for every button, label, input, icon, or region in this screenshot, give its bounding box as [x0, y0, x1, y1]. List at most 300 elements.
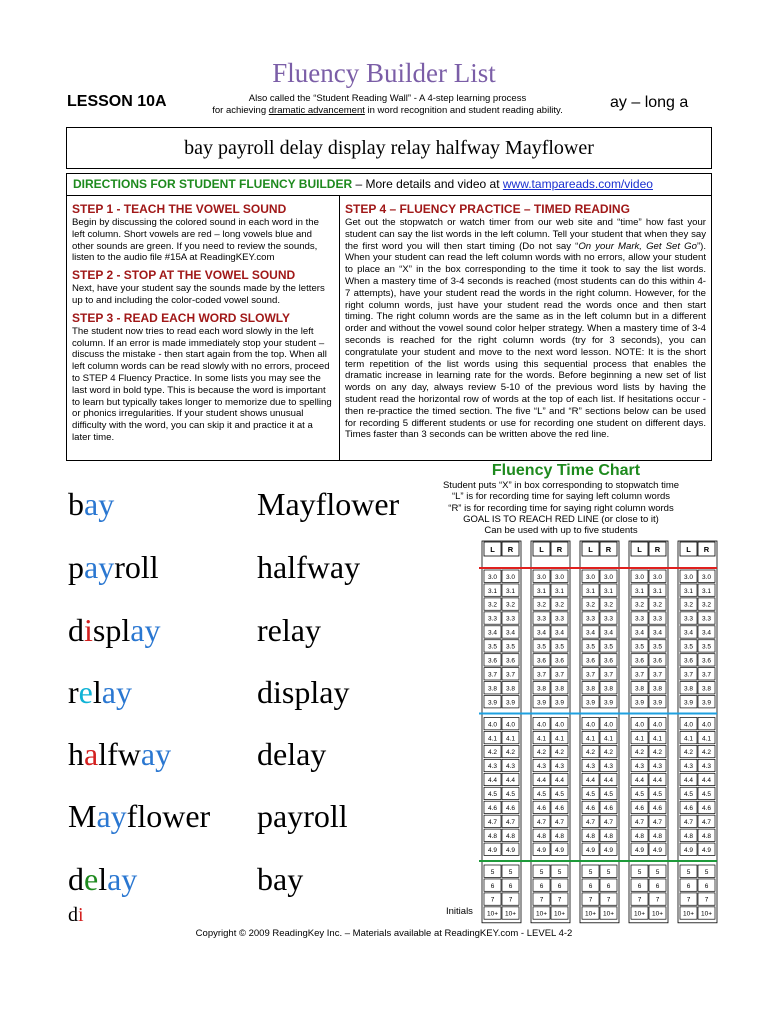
time-label: 4.9	[585, 846, 596, 854]
time-label: 4.6	[603, 805, 614, 812]
time-label: 10+	[535, 910, 548, 918]
left-word	[68, 736, 171, 772]
word-part: roll	[114, 549, 159, 585]
time-label: 3.3	[652, 615, 663, 623]
step1-title: STEP 1 - TEACH THE VOWEL SOUND	[72, 202, 287, 216]
time-label: 4.5	[683, 791, 694, 799]
time-label: 4.7	[554, 818, 565, 826]
time-label: 7	[704, 896, 709, 904]
vowel-sound: e	[84, 861, 99, 897]
time-label: 4.6	[487, 805, 498, 812]
time-label: 3.2	[701, 601, 712, 609]
time-label: 3.6	[683, 657, 694, 665]
time-label: 7	[557, 896, 562, 904]
time-label: 3.0	[634, 573, 645, 581]
time-label: 3.4	[701, 629, 712, 637]
word-part: r	[68, 674, 79, 710]
tagline-line-2	[195, 105, 580, 117]
time-label: 4.5	[585, 791, 596, 799]
step1-body: Begin by discussing the colored sound in each word in the left column. Short vowels are red – long vowels blue and other sounds are green. If you need to review the sounds, listen to the audio file #15A at ReadingKEY.com	[72, 217, 319, 264]
step4-body-b: ”). When your student can read the left column words with no errors, allow your student to place an “X” in the box corresponding to the time it took to say the list words. When a mastery time of 3-4 seconds is reached (most students can do this within 4-7 attempts), have your student read the words in the right column. However, for the right column words, just have your student read the words once and then start timing. The right column words are the same as in the left column but in a different order and without the vowel sound color helper strategy. When a mastery time of 3-4 seconds is reached for the right column words (try for 3 seconds), you can congratulate your student and move to the next word lesson. NOTE: It is the short term repetition of the list words using this sequential process that enables the dramatic increase in learning rate for the words. Before beginning a new set of list words on any day, always review 5-10 of the previous word lists by having the student read the horizontal row of words at the top of each list. If hesitations occur - then re-practice the timed section. The five “L” and “R” sections below can be used for recording 5 different students or use for recording one student on different days. Times faster than 3 seconds can be written above the red line.	[345, 240, 706, 441]
time-label: 4.3	[652, 763, 663, 771]
lesson-label: LESSON 10A	[67, 93, 167, 110]
time-label: 3.0	[585, 573, 596, 581]
left-word	[68, 612, 160, 648]
time-label: 4.8	[603, 832, 614, 840]
step2-title: STEP 2 - STOP AT THE VOWEL SOUND	[72, 268, 296, 283]
time-label: 4.3	[536, 763, 547, 771]
copyright: Copyright © 2009 ReadingKey Inc. – Materials available at ReadingKEY.com - LEVEL 4-2	[195, 928, 573, 939]
time-label: 3.4	[634, 629, 645, 637]
word-part: M	[68, 798, 97, 834]
time-label: 3.7	[701, 671, 712, 679]
time-label: 4.8	[487, 832, 498, 840]
vowel-sound: ay	[84, 486, 115, 522]
time-label: 4.9	[683, 846, 694, 854]
time-label: 7	[490, 896, 495, 904]
time-label: 3.0	[536, 573, 547, 581]
time-label: 3.3	[683, 615, 694, 623]
time-label: 3.5	[603, 643, 614, 651]
chart-col-label: L	[490, 545, 495, 554]
time-label: 3.4	[554, 629, 565, 637]
time-label: 3.0	[683, 573, 694, 581]
time-label: 3.2	[536, 601, 547, 609]
time-label: 4.8	[701, 832, 712, 840]
initials-label: Initials	[446, 906, 473, 917]
time-label: 4.7	[652, 818, 663, 826]
time-label: 4.2	[652, 749, 663, 757]
vowel-sound-label: ay – long a	[610, 94, 689, 111]
tagline-text: for achieving	[212, 105, 269, 116]
time-label: 4.6	[701, 805, 712, 812]
word-part: spl	[92, 612, 131, 648]
time-label: 6	[539, 882, 544, 890]
fragment-d: d	[68, 904, 78, 926]
time-label: 7	[606, 896, 611, 904]
time-label: 4.1	[652, 735, 663, 743]
time-label: 10+	[504, 910, 517, 918]
time-label: 3.1	[701, 587, 712, 595]
time-label: 3.1	[505, 587, 516, 595]
chart-col-label: R	[605, 545, 612, 554]
time-label: 3.6	[603, 657, 614, 665]
footer-fragment	[68, 904, 84, 927]
time-label: 3.9	[505, 699, 516, 707]
time-label: 4.7	[505, 818, 516, 826]
time-label: 4.6	[554, 805, 565, 812]
word-part: lfw	[98, 736, 141, 772]
time-label: 4.4	[505, 777, 516, 785]
time-label: 4.3	[585, 763, 596, 771]
chart-col-label: L	[686, 545, 691, 554]
time-label: 4.8	[652, 832, 663, 840]
time-label: 6	[508, 882, 513, 890]
time-label: 3.7	[536, 671, 547, 679]
time-label: 3.8	[634, 685, 645, 693]
time-label: 4.0	[603, 721, 614, 729]
time-label: 4.6	[536, 805, 547, 812]
time-label: 3.8	[536, 685, 547, 693]
time-label: 3.2	[585, 601, 596, 609]
time-label: 3.7	[652, 671, 663, 679]
time-label: 3.8	[652, 685, 663, 693]
left-word	[68, 798, 210, 834]
time-label: 3.9	[554, 699, 565, 707]
time-label: 3.8	[701, 685, 712, 693]
time-label: 4.8	[554, 832, 565, 840]
time-label: 3.8	[683, 685, 694, 693]
tagline	[195, 93, 580, 117]
step4-body-a: Get out the stopwatch or watch timer from our web site and “time” how fast your student can say the list words in the left column. Tell your student that when they say the first word you will then start timing (Do not say “	[345, 217, 706, 252]
step3-body: The student now tries to read each word slowly in the left column. If an error is made immediately stop your student – discuss the mistake - then start again from the top. When all left column words can be read slowly with no errors, proceed to STEP 4 Fluency Practice. In some lists you may see the last word in bold type. This is because the word is important to learn but typically takes longer to memorize due to spelling or phonics irregularities. If your student shows unusual difficulty with the word, you can skip it and practice it at a later time.	[72, 325, 332, 443]
time-label: 4.3	[701, 763, 712, 771]
time-label: 4.6	[585, 805, 596, 812]
time-label: 5	[588, 868, 593, 876]
fragment-i: i	[78, 904, 84, 926]
time-label: 4.7	[585, 818, 596, 826]
time-label: 4.7	[701, 818, 712, 826]
time-label: 6	[557, 882, 562, 890]
time-label: 5	[508, 868, 513, 876]
time-label: 3.5	[585, 643, 596, 651]
time-label: 5	[490, 868, 495, 876]
time-label: 4.4	[554, 777, 565, 785]
time-label: 4.5	[487, 791, 498, 799]
time-label: 3.8	[603, 685, 614, 693]
time-label: 3.3	[585, 615, 596, 623]
time-label: 4.9	[652, 846, 663, 854]
time-label: 5	[557, 868, 562, 876]
chart-note: Student puts “X” in box corresponding to stopwatch time	[442, 480, 680, 491]
time-label: 3.7	[603, 671, 614, 679]
time-label: 10+	[602, 910, 615, 918]
time-label: 6	[606, 882, 611, 890]
vowel-sound: ay	[84, 549, 115, 585]
time-label: 4.1	[505, 735, 516, 743]
time-label: 3.1	[634, 587, 645, 595]
time-label: 4.2	[603, 749, 614, 757]
time-label: 4.2	[683, 749, 694, 757]
time-label: 3.4	[487, 629, 498, 637]
chart-col-label: L	[637, 545, 642, 554]
time-label: 10+	[553, 910, 566, 918]
step4-body	[345, 217, 706, 441]
right-word: delay	[257, 736, 327, 772]
time-label: 4.0	[701, 721, 712, 729]
vowel-sound: a	[84, 736, 99, 772]
left-word	[68, 549, 159, 585]
time-label: 5	[704, 868, 709, 876]
time-label: 4.2	[701, 749, 712, 757]
time-label: 4.5	[634, 791, 645, 799]
word-part: h	[68, 736, 84, 772]
time-label: 4.5	[536, 791, 547, 799]
time-label: 4.3	[487, 763, 498, 771]
time-label: 3.2	[554, 601, 565, 609]
time-label: 4.1	[701, 735, 712, 743]
time-label: 3.9	[701, 699, 712, 707]
chart-col-label: L	[539, 545, 544, 554]
time-label: 3.6	[536, 657, 547, 665]
right-word: halfway	[257, 549, 361, 585]
tagline-text-end: in word recognition and student reading ability.	[364, 105, 563, 116]
time-label: 6	[686, 882, 691, 890]
time-label: 3.9	[487, 699, 498, 707]
step4-body-italic: On your Mark, Get Set Go	[578, 240, 697, 252]
time-label: 3.2	[505, 601, 516, 609]
word-part: d	[68, 612, 84, 648]
step4-title: STEP 4 – FLUENCY PRACTICE – TIMED READING	[345, 202, 630, 216]
time-label: 4.0	[634, 721, 645, 729]
time-label: 4.2	[634, 749, 645, 757]
time-label: 3.2	[683, 601, 694, 609]
time-label: 4.3	[603, 763, 614, 771]
time-label: 3.0	[652, 573, 663, 581]
time-label: 4.4	[536, 777, 547, 785]
right-word: relay	[257, 612, 321, 648]
time-label: 6	[490, 882, 495, 890]
vowel-sound: e	[78, 674, 93, 710]
time-label: 4.9	[505, 846, 516, 854]
time-label: 4.6	[505, 805, 516, 812]
time-label: 3.5	[652, 643, 663, 651]
time-label: 3.5	[634, 643, 645, 651]
left-word	[68, 486, 114, 522]
time-label: 7	[686, 896, 691, 904]
time-label: 3.6	[585, 657, 596, 665]
time-label: 7	[539, 896, 544, 904]
time-label: 3.5	[701, 643, 712, 651]
time-label: 4.4	[683, 777, 694, 785]
time-label: 4.8	[585, 832, 596, 840]
directions-right-column	[340, 196, 711, 460]
time-label: 3.4	[683, 629, 694, 637]
chart-col-label: R	[654, 545, 661, 554]
word-part: b	[68, 486, 84, 522]
time-label: 3.9	[585, 699, 596, 707]
time-label: 4.9	[603, 846, 614, 854]
time-label: 4.7	[536, 818, 547, 826]
time-label: 4.2	[585, 749, 596, 757]
time-label: 3.7	[487, 671, 498, 679]
time-label: 4.0	[505, 721, 516, 729]
chart-col-label: L	[588, 545, 593, 554]
time-label: 4.4	[634, 777, 645, 785]
time-label: 3.1	[487, 587, 498, 595]
time-label: 4.9	[634, 846, 645, 854]
time-label: 3.3	[701, 615, 712, 623]
time-label: 4.6	[652, 805, 663, 812]
time-label: 4.0	[585, 721, 596, 729]
time-label: 3.4	[652, 629, 663, 637]
time-label: 3.7	[554, 671, 565, 679]
time-label: 3.5	[683, 643, 694, 651]
time-label: 3.1	[603, 587, 614, 595]
time-label: 3.3	[634, 615, 645, 623]
time-label: 3.7	[634, 671, 645, 679]
word-part: l	[92, 674, 102, 710]
video-link[interactable]: www.tampareads.com/video	[502, 177, 653, 191]
word-part: p	[68, 549, 84, 585]
right-word: display	[257, 674, 350, 710]
time-label: 4.4	[585, 777, 596, 785]
time-label: 3.1	[683, 587, 694, 595]
time-label: 6	[655, 882, 660, 890]
word-part: d	[68, 861, 84, 897]
time-label: 4.1	[536, 735, 547, 743]
time-label: 3.8	[505, 685, 516, 693]
time-label: 3.5	[487, 643, 498, 651]
directions-box	[66, 173, 712, 461]
time-label: 4.3	[634, 763, 645, 771]
time-label: 4.2	[487, 749, 498, 757]
right-word: payroll	[257, 798, 348, 834]
directions-heading-suffix: – More details and video at	[352, 177, 503, 191]
time-label: 4.0	[683, 721, 694, 729]
chart-note: Can be used with up to five students	[484, 525, 638, 537]
time-label: 4.8	[536, 832, 547, 840]
time-label: 4.0	[554, 721, 565, 729]
time-label: 3.0	[487, 573, 498, 581]
time-label: 5	[655, 868, 660, 876]
time-label: 6	[588, 882, 593, 890]
vowel-sound: ay	[130, 612, 161, 648]
time-label: 3.4	[536, 629, 547, 637]
time-label: 4.3	[505, 763, 516, 771]
time-label: 3.6	[701, 657, 712, 665]
time-label: 3.2	[487, 601, 498, 609]
time-label: 3.3	[603, 615, 614, 623]
time-label: 3.1	[536, 587, 547, 595]
page-title: Fluency Builder List	[272, 58, 496, 88]
time-label: 4.4	[603, 777, 614, 785]
step2-body: Next, have your student say the sounds made by the letters up to and including the color-coded vowel sound.	[72, 283, 325, 306]
time-label: 10+	[486, 910, 499, 918]
word-part: flower	[126, 798, 211, 834]
directions-heading	[67, 174, 711, 196]
time-label: 3.9	[634, 699, 645, 707]
right-word: bay	[257, 861, 304, 897]
time-label: 4.5	[603, 791, 614, 799]
chart-note: GOAL IS TO REACH RED LINE (or close to it)	[463, 513, 659, 525]
chart-note: “L” is for recording time for saying left column words	[451, 491, 671, 503]
time-label: 4.5	[652, 791, 663, 799]
time-label: 3.1	[585, 587, 596, 595]
time-label: 4.7	[603, 818, 614, 826]
directions-left-column	[67, 196, 340, 460]
time-label: 10+	[633, 910, 646, 918]
time-label: 4.9	[536, 846, 547, 854]
time-label: 4.3	[554, 763, 565, 771]
time-label: 4.9	[487, 846, 498, 854]
time-label: 4.2	[505, 749, 516, 757]
time-label: 3.5	[554, 643, 565, 651]
left-word	[68, 674, 132, 710]
time-label: 7	[508, 896, 513, 904]
time-label: 3.2	[634, 601, 645, 609]
time-label: 10+	[682, 910, 695, 918]
time-label: 6	[637, 882, 642, 890]
time-label: 4.6	[683, 805, 694, 812]
time-label: 3.7	[505, 671, 516, 679]
time-label: 5	[637, 868, 642, 876]
time-label: 4.0	[487, 721, 498, 729]
time-label: 3.9	[652, 699, 663, 707]
time-label: 6	[704, 882, 709, 890]
time-label: 4.4	[487, 777, 498, 785]
time-label: 3.8	[487, 685, 498, 693]
time-label: 3.1	[554, 587, 565, 595]
time-label: 3.6	[554, 657, 565, 665]
time-label: 3.2	[652, 601, 663, 609]
time-label: 4.4	[701, 777, 712, 785]
time-label: 4.1	[683, 735, 694, 743]
tagline-line-1: Also called the “Student Reading Wall” - A 4-step learning process	[248, 93, 527, 104]
time-label: 3.3	[505, 615, 516, 623]
time-label: 4.0	[536, 721, 547, 729]
time-label: 3.7	[683, 671, 694, 679]
right-word: Mayflower	[257, 486, 400, 522]
time-label: 3.8	[585, 685, 596, 693]
time-label: 3.0	[505, 573, 516, 581]
time-label: 4.9	[701, 846, 712, 854]
time-label: 3.9	[603, 699, 614, 707]
time-label: 4.1	[487, 735, 498, 743]
step3-title: STEP 3 - READ EACH WORD SLOWLY	[72, 310, 291, 325]
time-label: 3.5	[536, 643, 547, 651]
time-label: 3.6	[505, 657, 516, 665]
time-label: 3.5	[505, 643, 516, 651]
word-row: bay payroll delay display relay halfway Mayflower	[184, 137, 594, 159]
time-label: 3.3	[536, 615, 547, 623]
time-label: 7	[588, 896, 593, 904]
time-label: 3.4	[585, 629, 596, 637]
time-label: 4.6	[634, 805, 645, 812]
chart-col-label: R	[703, 545, 710, 554]
time-label: 3.9	[683, 699, 694, 707]
chart-note: “R” is for recording time for saying right column words	[448, 502, 674, 514]
tagline-underlined: dramatic advancement	[268, 105, 365, 116]
time-label: 4.8	[634, 832, 645, 840]
vowel-sound: ay	[96, 798, 127, 834]
time-label: 4.8	[683, 832, 694, 840]
vowel-sound: ay	[140, 736, 172, 772]
time-label: 5	[539, 868, 544, 876]
time-label: 10+	[651, 910, 664, 918]
time-label: 4.0	[652, 721, 663, 729]
time-label: 7	[655, 896, 660, 904]
directions-heading-title: DIRECTIONS FOR STUDENT FLUENCY BUILDER	[73, 177, 353, 191]
time-label: 3.0	[701, 573, 712, 581]
vowel-sound: ay	[101, 674, 132, 710]
word-row-box	[66, 127, 712, 169]
time-label: 4.2	[554, 749, 565, 757]
time-label: 5	[606, 868, 611, 876]
time-label: 4.7	[487, 818, 498, 826]
chart-title: Fluency Time Chart	[491, 462, 641, 479]
time-label: 4.7	[683, 818, 694, 826]
time-label: 4.7	[634, 818, 645, 826]
vowel-sound: i	[84, 612, 93, 648]
time-label: 4.8	[505, 832, 516, 840]
left-word	[68, 861, 137, 897]
word-part: l	[98, 861, 108, 897]
chart-col-label: R	[556, 545, 563, 554]
time-label: 3.4	[505, 629, 516, 637]
time-label: 3.0	[554, 573, 565, 581]
time-label: 3.6	[487, 657, 498, 665]
